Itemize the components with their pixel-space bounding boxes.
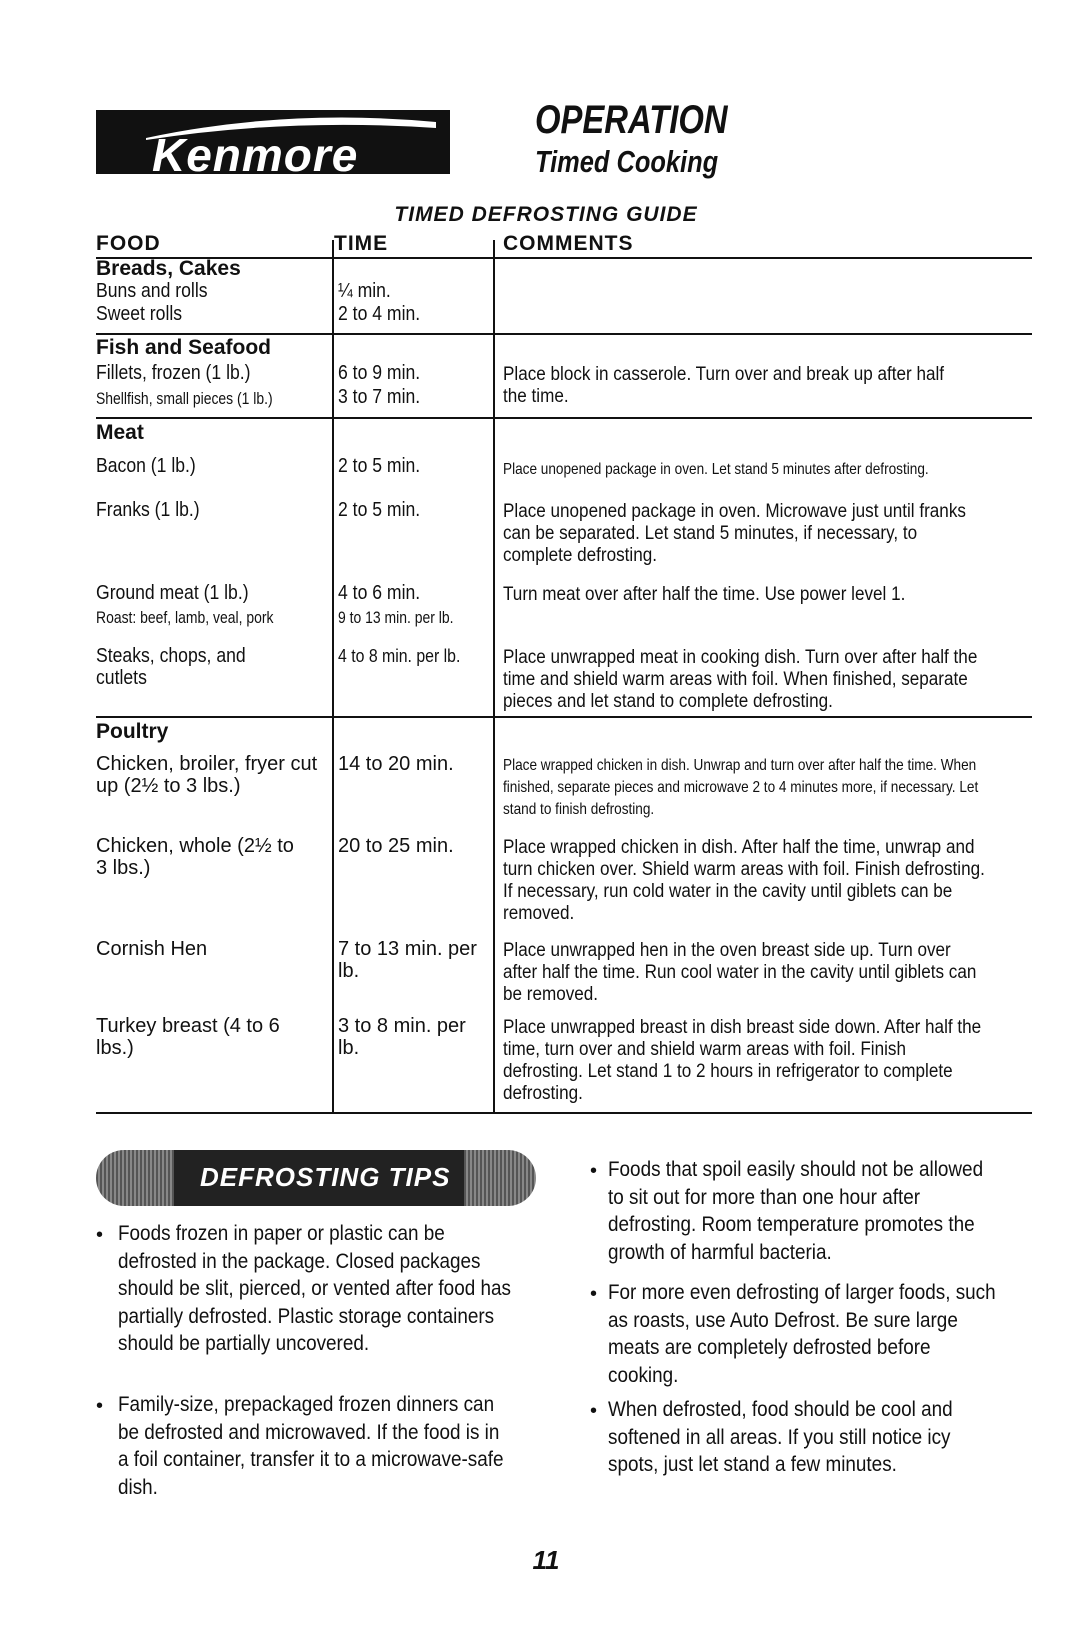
category-fish-seafood: Fish and Seafood	[96, 336, 272, 359]
time-fillets: 6 to 9 min.	[338, 362, 421, 384]
time-franks: 2 to 5 min.	[338, 499, 421, 521]
tip-left-2: Family-size, prepackaged frozen dinners can be defrosted and microwaved. If the food is in a foil container, transfer it to a microwave-safe dish.	[118, 1393, 504, 1499]
bullet-icon: •	[590, 1160, 598, 1182]
time-shellfish: 3 to 7 min.	[338, 386, 421, 408]
comment-chicken-broiler: Place wrapped chicken in dish. Unwrap and turn over after half the time. When finished, separate pieces and microwave 2 to 4 minutes more, if necessary. Let stand to finish defrosting.	[503, 757, 979, 818]
comment-fillets: Place block in casserole. Turn over and break up after half the time.	[503, 364, 945, 407]
guide-title: TIMED DEFROSTING GUIDE	[394, 203, 698, 226]
category-meat: Meat	[96, 421, 144, 444]
tip-left-1: Foods frozen in paper or plastic can be defrosted in the package. Closed packages should be slit, pierced, or vented after food has partially defrosted. Plastic storage containers should be partially uncovered.	[118, 1222, 511, 1355]
food-bacon: Bacon (1 lb.)	[96, 455, 196, 477]
comment-cornish-hen: Place unwrapped hen in the oven breast side up. Turn over after half the time. Run cool water in the cavity until giblets can be removed.	[503, 940, 977, 1005]
food-sweet-rolls: Sweet rolls	[96, 303, 183, 325]
comment-bacon: Place unopened package in oven. Let stand 5 minutes after defrosting.	[503, 461, 929, 478]
tip-right-2: For more even defrosting of larger foods, such as roasts, use Auto Defrost. Be sure large meats are completely defrosted before cooking.	[608, 1281, 996, 1387]
section-divider	[96, 716, 1032, 718]
time-sweet-rolls: 2 to 4 min.	[338, 303, 421, 325]
time-steaks: 4 to 8 min. per lb.	[338, 646, 461, 666]
food-franks: Franks (1 lb.)	[96, 499, 200, 521]
category-poultry: Poultry	[96, 720, 169, 743]
comment-chicken-whole: Place wrapped chicken in dish. After half the time, unwrap and turn chicken over. Shield warm areas with foil. Finish defrosting. If necessary, run cold water in the cavity until giblets can be removed.	[503, 837, 985, 924]
bullet-icon: •	[96, 1224, 104, 1246]
comment-franks: Place unopened package in oven. Microwave just until franks can be separated. Let stand 5 minutes, if necessary, to complete defrosting.	[503, 501, 966, 566]
time-cornish-hen: 7 to 13 min. per lb.	[338, 938, 477, 982]
column-header-time: TIME	[334, 232, 389, 255]
comment-turkey-breast: Place unwrapped breast in dish breast side down. After half the time, turn over and shield warm areas with foil. Finish defrosting. Let stand 1 to 2 hours in refrigerator to complete defrosting.	[503, 1017, 982, 1104]
category-breads-cakes: Breads, Cakes	[96, 257, 241, 280]
table-bottom-rule	[96, 1112, 1032, 1114]
food-buns-rolls: Buns and rolls	[96, 280, 208, 302]
bullet-icon: •	[590, 1400, 598, 1422]
bullet-icon: •	[590, 1283, 598, 1305]
comment-ground-meat: Turn meat over after half the time. Use power level 1.	[503, 584, 906, 605]
time-buns-rolls: ¼ min.	[338, 280, 391, 302]
food-roast: Roast: beef, lamb, veal, pork	[96, 608, 274, 627]
bullet-icon: •	[96, 1395, 104, 1417]
food-ground-meat: Ground meat (1 lb.)	[96, 582, 249, 604]
section-divider	[96, 417, 1032, 419]
food-shellfish: Shellfish, small pieces (1 lb.)	[96, 389, 273, 408]
page-title: OPERATION	[535, 98, 728, 142]
section-divider	[96, 333, 1032, 335]
defrosting-tips-title: DEFROSTING TIPS	[200, 1162, 451, 1192]
time-turkey-breast: 3 to 8 min. per lb.	[338, 1015, 466, 1059]
time-column-divider	[332, 240, 334, 1114]
defrosting-tips-banner	[96, 1150, 536, 1206]
comments-column-divider	[493, 240, 495, 1114]
food-cornish-hen: Cornish Hen	[96, 938, 208, 960]
page-number: 11	[532, 1545, 560, 1575]
time-bacon: 2 to 5 min.	[338, 455, 421, 477]
brand-name: Kenmore	[152, 129, 359, 181]
tip-right-1: Foods that spoil easily should not be allowed to sit out for more than one hour after defrosting. Room temperature promotes the growth of harmful bacteria.	[608, 1158, 984, 1264]
food-chicken-broiler: Chicken, broiler, fryer cut up (2½ to 3 lbs.)	[96, 753, 318, 797]
comment-steaks: Place unwrapped meat in cooking dish. Turn over after half the time and shield warm areas with foil. When finished, separate pieces and let stand to complete defrosting.	[503, 647, 978, 712]
time-chicken-whole: 20 to 25 min.	[338, 835, 454, 857]
food-turkey-breast: Turkey breast (4 to 6 lbs.)	[96, 1015, 280, 1059]
column-header-food: FOOD	[96, 232, 161, 255]
time-chicken-broiler: 14 to 20 min.	[338, 753, 454, 775]
tip-right-3: When defrosted, food should be cool and softened in all areas. If you still notice icy spots, just let stand a few minutes.	[608, 1398, 953, 1476]
time-ground-meat: 4 to 6 min.	[338, 582, 421, 604]
food-chicken-whole: Chicken, whole (2½ to 3 lbs.)	[96, 835, 294, 879]
food-fillets: Fillets, frozen (1 lb.)	[96, 362, 251, 384]
food-steaks: Steaks, chops, and cutlets	[96, 645, 246, 689]
column-header-comments: COMMENTS	[503, 232, 634, 255]
time-roast: 9 to 13 min. per lb.	[338, 608, 454, 627]
page-subtitle: Timed Cooking	[535, 144, 719, 179]
kenmore-logo	[96, 110, 450, 181]
